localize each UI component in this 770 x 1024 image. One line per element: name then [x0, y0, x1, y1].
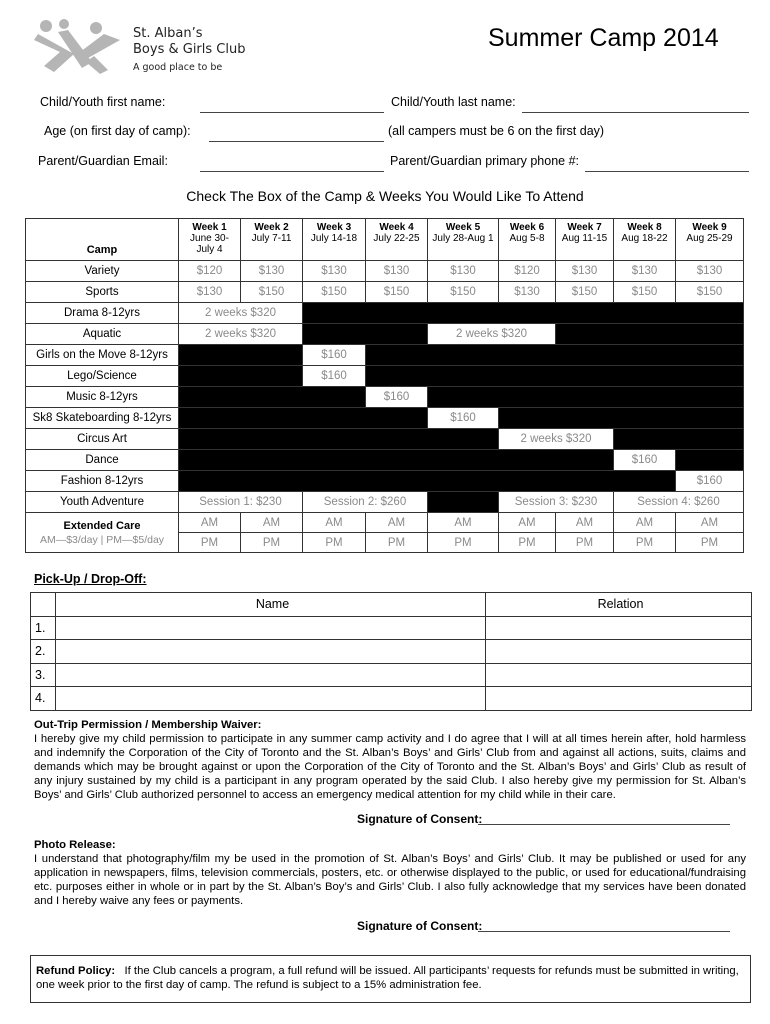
price-checkbox[interactable]: $130: [676, 261, 744, 282]
price-checkbox[interactable]: $160: [303, 366, 366, 387]
unavailable-block: [303, 303, 744, 324]
unavailable-block: [179, 471, 676, 492]
camp-row-lego-science: [26, 366, 744, 387]
section-title: Check The Box of the Camp & Weeks You Would Like To Attend: [186, 188, 584, 204]
camp-table: [25, 218, 744, 553]
unavailable-block: [676, 450, 744, 471]
unavailable-block: [366, 345, 744, 366]
price-checkbox[interactable]: $150: [241, 282, 303, 303]
waiver-section: [34, 718, 746, 802]
unavailable-block: [179, 408, 428, 429]
camp-row-extended-care-am: [26, 513, 744, 533]
pickup-name-field[interactable]: [56, 640, 486, 664]
price-checkbox[interactable]: $160: [366, 387, 428, 408]
refund-heading: Refund Policy:: [36, 965, 116, 977]
club-name-line1: St. Alban’s: [133, 26, 203, 41]
price-checkbox[interactable]: $130: [428, 261, 499, 282]
last-name-field[interactable]: [522, 112, 749, 113]
price-checkbox[interactable]: $130: [499, 282, 556, 303]
camp-row-sports: [26, 282, 744, 303]
camp-name: Music 8-12yrs: [26, 387, 179, 408]
price-checkbox[interactable]: Session 1: $230: [179, 492, 303, 513]
pickup-relation-field[interactable]: [486, 616, 752, 640]
am-checkbox[interactable]: AM: [614, 513, 676, 533]
pickup-name-field[interactable]: [56, 687, 486, 711]
camp-row-fashion: [26, 471, 744, 492]
first-name-field[interactable]: [200, 112, 384, 113]
pickup-row: [31, 640, 752, 664]
price-checkbox[interactable]: $150: [303, 282, 366, 303]
first-name-label: Child/Youth first name:: [40, 95, 166, 109]
price-checkbox[interactable]: $130: [366, 261, 428, 282]
price-checkbox[interactable]: $130: [179, 282, 241, 303]
club-name: [133, 26, 245, 58]
camp-header-row: [26, 219, 744, 261]
camp-name: Dance: [26, 450, 179, 471]
phone-label: Parent/Guardian primary phone #:: [390, 154, 579, 168]
pickup-name-field[interactable]: [56, 663, 486, 687]
photo-release-section: [34, 838, 746, 908]
camp-name: Aquatic: [26, 324, 179, 345]
camp-column-header: Camp: [26, 219, 179, 261]
waiver-body: I hereby give my child permission to participate in any summer camp activity and I do agree that I will at all times herein after, hold harmless and indemnify the Corporation of the City of Toronto and the St. Alban’s Boys’ and Girls’ Club from and against all actions, suits, claims and demands which may be brought against or upon the Corporation of the City of Toronto and the St. Alban’s Boys’ and Girls’ Club as result of any injury sustained by my child is a participant in any program operated by the said Club. I also hereby give my permission for St. Alban’s Boys’ and Girls’ Club authorized personnel to access an emergency medical attention for my child while in their care.: [34, 733, 746, 801]
pickup-row: [31, 616, 752, 640]
price-checkbox[interactable]: $130: [614, 261, 676, 282]
pm-checkbox[interactable]: PM: [499, 533, 556, 553]
pickup-row-number: 3.: [31, 663, 56, 687]
am-checkbox[interactable]: AM: [556, 513, 614, 533]
week-9-header: Week 9 Aug 25-29: [676, 219, 744, 261]
unavailable-block: [303, 324, 428, 345]
pickup-table: [30, 592, 752, 711]
price-checkbox[interactable]: $130: [303, 261, 366, 282]
photo-signature-field[interactable]: [478, 931, 730, 932]
week-7-header: Week 7 Aug 11-15: [556, 219, 614, 261]
price-checkbox[interactable]: $150: [366, 282, 428, 303]
unavailable-block: [179, 429, 499, 450]
photo-signature-label: Signature of Consent:: [357, 919, 483, 933]
email-field[interactable]: [200, 171, 384, 172]
camp-name: Lego/Science: [26, 366, 179, 387]
price-checkbox[interactable]: $150: [556, 282, 614, 303]
age-label: Age (on first day of camp):: [44, 124, 191, 138]
pickup-row-number: 2.: [31, 640, 56, 664]
pm-checkbox[interactable]: PM: [241, 533, 303, 553]
refund-policy-box: [30, 955, 751, 1003]
camp-name: Sk8 Skateboarding 8-12yrs: [26, 408, 179, 429]
document-title: Summer Camp 2014: [488, 24, 719, 52]
photo-release-body: I understand that photography/film my be used in the promotion of St. Alban’s Boys’ and Girls’ Club. It may be published or used for any application in newspapers, films, television commercials, posters, etc. or otherwise displayed to the public, or used for educational/fundraising etc. purposes either in whole or in part by the St. Alban’s Boy’s and Girls’ Club. I also fully acknowledge that my services have been donated and I hereby waive any fees or payments.: [34, 853, 746, 907]
price-checkbox[interactable]: 2 weeks $320: [499, 429, 614, 450]
pickup-header-blank: [31, 593, 56, 617]
price-checkbox[interactable]: Session 2: $260: [303, 492, 428, 513]
camp-row-drama: [26, 303, 744, 324]
club-name-line2: Boys & Girls Club: [133, 42, 246, 57]
photo-release-heading: Photo Release:: [34, 839, 116, 851]
camp-row-sk8: [26, 408, 744, 429]
camp-row-music: [26, 387, 744, 408]
price-checkbox[interactable]: $130: [241, 261, 303, 282]
week-6-header: Week 6 Aug 5-8: [499, 219, 556, 261]
waiver-signature-label: Signature of Consent:: [357, 812, 483, 826]
price-checkbox[interactable]: $150: [676, 282, 744, 303]
pm-checkbox[interactable]: PM: [614, 533, 676, 553]
price-checkbox[interactable]: 2 weeks $320: [179, 324, 303, 345]
pm-checkbox[interactable]: PM: [676, 533, 744, 553]
pm-checkbox[interactable]: PM: [556, 533, 614, 553]
unavailable-block: [366, 366, 744, 387]
pm-checkbox[interactable]: PM: [366, 533, 428, 553]
pickup-name-header: Name: [56, 593, 486, 617]
am-checkbox[interactable]: AM: [676, 513, 744, 533]
week-5-header: Week 5 July 28-Aug 1: [428, 219, 499, 261]
am-checkbox[interactable]: AM: [366, 513, 428, 533]
week-2-header: Week 2 July 7-11: [241, 219, 303, 261]
camp-row-girls-on-the-move: [26, 345, 744, 366]
age-field[interactable]: [209, 141, 384, 142]
pickup-relation-field[interactable]: [486, 663, 752, 687]
price-checkbox[interactable]: 2 weeks $320: [179, 303, 303, 324]
age-note: (all campers must be 6 on the first day): [388, 124, 605, 138]
phone-field[interactable]: [585, 171, 749, 172]
waiver-signature-field[interactable]: [478, 824, 730, 825]
am-checkbox[interactable]: AM: [428, 513, 499, 533]
price-checkbox[interactable]: $160: [428, 408, 499, 429]
price-checkbox[interactable]: $160: [614, 450, 676, 471]
price-checkbox[interactable]: $160: [303, 345, 366, 366]
pickup-relation-field[interactable]: [486, 687, 752, 711]
camp-name: Variety: [26, 261, 179, 282]
week-3-header: Week 3 July 14-18: [303, 219, 366, 261]
unavailable-block: [428, 492, 499, 513]
unavailable-block: [556, 324, 744, 345]
camp-name: Circus Art: [26, 429, 179, 450]
waiver-heading: Out-Trip Permission / Membership Waiver:: [34, 719, 262, 731]
pickup-relation-field[interactable]: [486, 640, 752, 664]
camp-name: Sports: [26, 282, 179, 303]
pickup-row: [31, 687, 752, 711]
unavailable-block: [179, 366, 303, 387]
camp-name: Youth Adventure: [26, 492, 179, 513]
price-checkbox[interactable]: 2 weeks $320: [428, 324, 556, 345]
pickup-title: Pick-Up / Drop-Off:: [34, 572, 147, 586]
week-4-header: Week 4 July 22-25: [366, 219, 428, 261]
price-checkbox[interactable]: $120: [179, 261, 241, 282]
extended-care-rates: AM—$3/day | PM—$5/day: [39, 533, 165, 546]
pickup-header-row: [31, 593, 752, 617]
unavailable-block: [179, 450, 614, 471]
week-8-header: Week 8 Aug 18-22: [614, 219, 676, 261]
pm-checkbox[interactable]: PM: [428, 533, 499, 553]
am-checkbox[interactable]: AM: [179, 513, 241, 533]
pickup-name-field[interactable]: [56, 616, 486, 640]
price-checkbox[interactable]: Session 3: $230: [499, 492, 614, 513]
camp-row-variety: [26, 261, 744, 282]
extended-care-label: [26, 513, 179, 553]
am-checkbox[interactable]: AM: [303, 513, 366, 533]
camp-name: Fashion 8-12yrs: [26, 471, 179, 492]
price-checkbox[interactable]: $150: [614, 282, 676, 303]
pm-checkbox[interactable]: PM: [303, 533, 366, 553]
am-checkbox[interactable]: AM: [241, 513, 303, 533]
camp-row-youth-adventure: [26, 492, 744, 513]
refund-body: If the Club cancels a program, a full refund will be issued. All participants’ requests for refunds must be submitted in writing, one week prior to the first day of camp. The refund is subject to a 15% administration fee.: [36, 965, 739, 991]
price-checkbox[interactable]: $120: [499, 261, 556, 282]
camp-row-aquatic: [26, 324, 744, 345]
pickup-row: [31, 663, 752, 687]
extended-care-name: Extended Care: [63, 519, 141, 532]
unavailable-block: [499, 408, 744, 429]
camp-name: Drama 8-12yrs: [26, 303, 179, 324]
last-name-label: Child/Youth last name:: [391, 95, 516, 109]
pickup-relation-header: Relation: [486, 593, 752, 617]
unavailable-block: [614, 429, 744, 450]
email-label: Parent/Guardian Email:: [38, 154, 168, 168]
price-checkbox[interactable]: $160: [676, 471, 744, 492]
unavailable-block: [179, 387, 366, 408]
am-checkbox[interactable]: AM: [499, 513, 556, 533]
club-tagline: A good place to be: [133, 62, 223, 73]
camp-name: Girls on the Move 8-12yrs: [26, 345, 179, 366]
camp-row-dance: [26, 450, 744, 471]
unavailable-block: [179, 345, 303, 366]
price-checkbox[interactable]: Session 4: $260: [614, 492, 744, 513]
club-logo: [34, 18, 122, 74]
pickup-row-number: 4.: [31, 687, 56, 711]
week-1-header: Week 1 June 30- July 4: [179, 219, 241, 261]
unavailable-block: [428, 387, 744, 408]
pm-checkbox[interactable]: PM: [179, 533, 241, 553]
pickup-row-number: 1.: [31, 616, 56, 640]
price-checkbox[interactable]: $130: [556, 261, 614, 282]
price-checkbox[interactable]: $150: [428, 282, 499, 303]
camp-row-circus-art: [26, 429, 744, 450]
